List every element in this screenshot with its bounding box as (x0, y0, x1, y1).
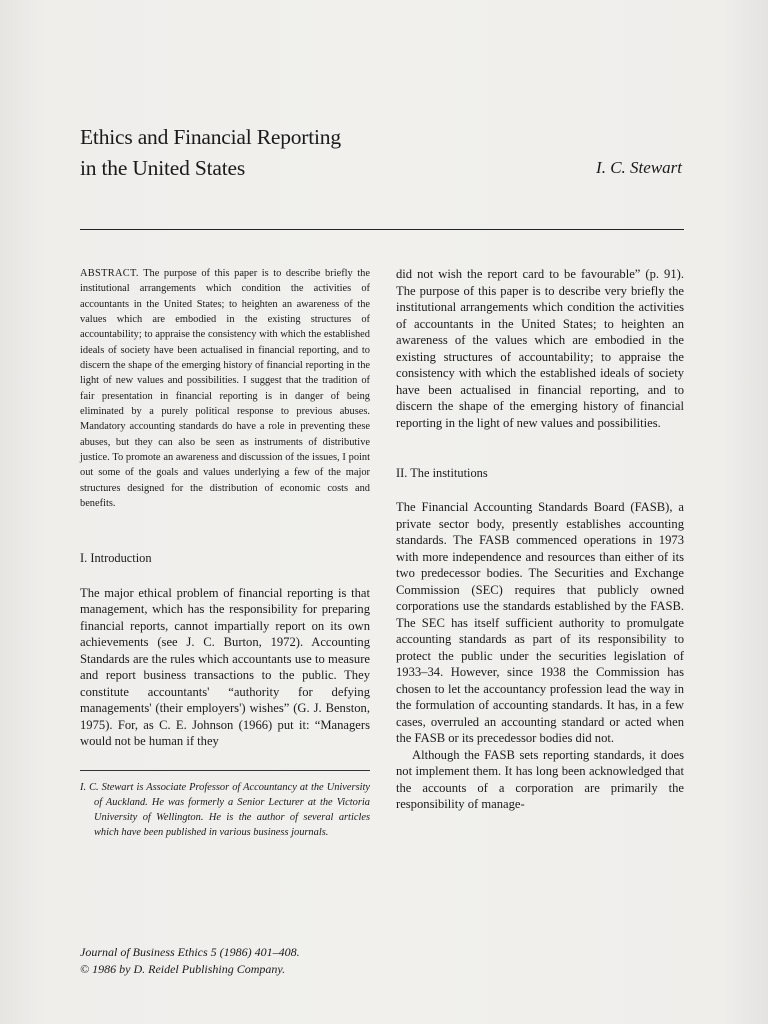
section-heading-institutions: II. The institutions (396, 466, 488, 480)
title-line-2: in the United States (80, 156, 245, 180)
institutions-paragraph-2: Although the FASB sets reporting standards, it does not implement them. It has long been acknowledged that the accounts of a corporation are primarily the responsibility of manage- (396, 747, 684, 811)
title-divider (80, 229, 684, 230)
abstract-label: ABSTRACT. (80, 268, 139, 279)
article-title (80, 122, 341, 184)
journal-citation: Journal of Business Ethics 5 (1986) 401–408. (80, 945, 300, 959)
abstract-text: The purpose of this paper is to describe briefly the institutional arrangements which condition the activities of accountants in the United States; to heighten an awareness of the values which are embodied in the existing structures of accountability; to appraise the consistency with which the established ideals of society have been actualised in financial reporting, and to discern the shape of the emerging history of financial reporting in the light of new values and possibilities. I suggest that the tradition of fair presentation in financial reporting is in danger of being eliminated by a purely political response to previous abuses. Mandatory accounting standards do have a role in preventing these abuses, but they can also be seen as instruments of distributive justice. To promote an awareness and discussion of the issues, I point out some of the goals and values underlying a few of the major structures designed for the distribution of economic costs and benefits. (80, 268, 370, 510)
author-name: I. C. Stewart (596, 158, 682, 177)
journal-citation-block (80, 944, 300, 978)
institutions-paragraph-1: The Financial Accounting Standards Board (FASB), a private sector body, presently establishes accounting standards. The FASB commenced operations in 1973 with more independence and resources than either of its two predecessor bodies. The Securities and Exchange Commission (SEC) requires that publicly owned corporations use the standards established by the FASB. The SEC has itself sufficient authority to promulgate accounting standards as part of its responsibility to protect the public under the securities legislation of 1933–34. However, since 1938 the Commission has chosen to let the accountancy profession lead the way in the formulation of accounting standards. It has, in a few cases, overruled an accounting standard or acted when the FASB or its precedessor bodies did not. (396, 500, 684, 745)
section-heading-introduction: I. Introduction (80, 550, 152, 565)
continuation-paragraph: did not wish the report card to be favourable” (p. 91). The purpose of this paper is to describe very briefly the institutional arrangements which condition the activities of accountants in the United States; to heighten an awareness of the values which are embodied in the existing structures of accountability; to appraise the consistency with which the established ideals of society have been actualised in financial reporting, and to discern the shape of the emerging history of financial reporting in the light of new values and possibilities. (396, 267, 684, 430)
introduction-paragraph: The major ethical problem of financial reporting is that management, which has the responsibility for preparing financial reports, cannot impartially report on its own achievements (see J. C. Burton, 1972). Accounting Standards are the rules which accountants use to measure and report business transactions to the public. They constitute accountants' “authority for defying managements' (their employers') wishes” (G. J. Benston, 1975). For, as C. E. Johnson (1966) put it: “Managers would not be human if they (80, 585, 370, 748)
abstract (80, 266, 370, 512)
title-line-1: Ethics and Financial Reporting (80, 125, 341, 149)
author-footnote: I. C. Stewart is Associate Professor of Accountancy at the University of Auckland. He was formerly a Senior Lecturer at the Victoria University of Wellington. He is the author of several articles which have been published in various business journals. (80, 781, 370, 839)
right-column (396, 266, 684, 813)
left-column (80, 266, 370, 840)
journal-copyright: © 1986 by D. Reidel Publishing Company. (80, 962, 286, 976)
